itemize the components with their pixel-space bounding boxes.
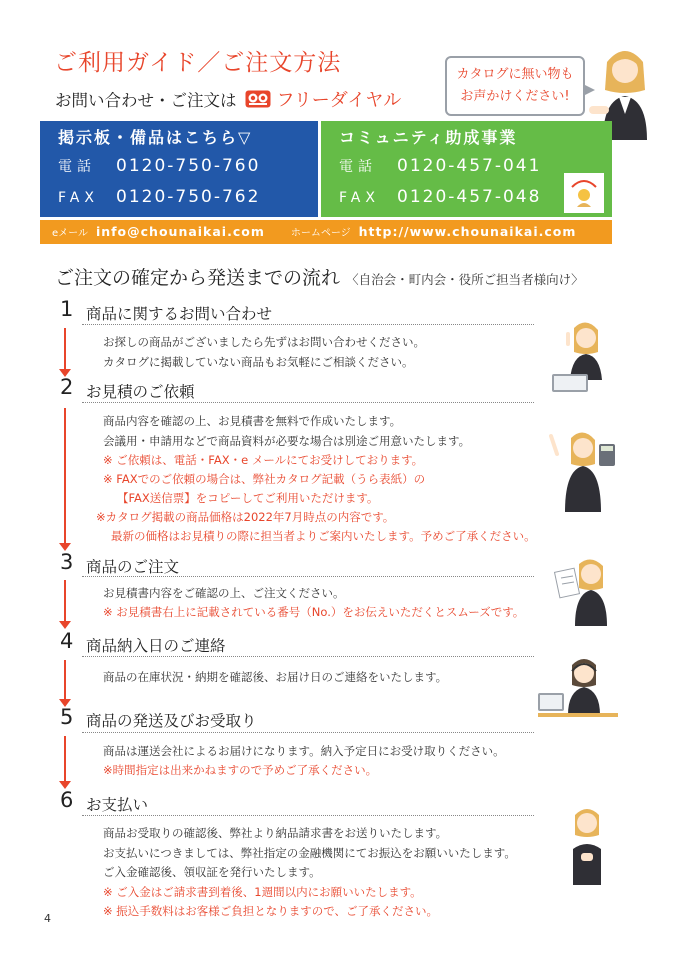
goods-fax: 0120-750-762 [116,187,261,207]
step-note: ※ お見積書右上に記載されている番号（No.）をお伝えいただくとスムーズです。 [103,605,525,619]
goods-tel-row [58,151,318,182]
page-title: ご利用ガイド／ご注文方法 [54,50,342,76]
community-heading: コミュニティ助成事業 [339,128,518,147]
step-text: 商品お受取りの確認後、弊社より納品請求書をお送りいたします。 [103,826,448,840]
subtitle-text: お問い合わせ・ご注文は [55,91,237,110]
goods-heading: 掲示板・備品はこちら▽ [58,128,253,147]
step-note: ※カタログ掲載の商品価格は2022年7月時点の内容です。 [96,510,395,524]
community-tel[interactable]: 0120-457-041 [397,156,542,176]
community-tel-label: 電話 [339,159,377,175]
flow-title: ご注文の確定から発送までの流れ [55,267,341,289]
step-title: 商品のご注文 [86,558,180,576]
step-text: カタログに掲載していない商品もお気軽にご相談ください。 [103,355,414,369]
step-text: 商品内容を確認の上、お見積書を無料で作成いたします。 [103,414,402,428]
step-number: 2 [60,375,74,399]
step-title: 商品納入日のご連絡 [86,637,226,655]
free-dial-label: フリーダイヤル [276,90,402,111]
step-number: 1 [60,297,74,321]
step-divider [82,402,534,403]
flow-arrow [64,736,66,782]
email-link[interactable]: info@chounaikai.com [95,224,265,239]
flow-arrow [64,328,66,370]
flow-arrow [64,660,66,700]
web-label: ホームページ [290,228,351,239]
staff-headset-illustration [538,655,618,721]
step-text: ご入金確認後、領収証を発行いたします。 [103,865,321,879]
flow-arrow [64,580,66,622]
step-number: 3 [60,550,74,574]
web-contact-bar [40,220,612,244]
step-divider [82,324,534,325]
staff-calculator-illustration [543,428,619,512]
staff-bowing-illustration [565,805,611,885]
step-title: お支払い [86,796,149,814]
community-fax-label: FAX [339,190,380,206]
step-text: 会議用・申請用などで商品資料が必要な場合は別途ご用意いたします。 [103,434,471,448]
step-note: ※時間指定は出来かねますので予めご了承ください。 [103,763,378,777]
step-divider [82,576,534,577]
step-text: お探しの商品がございましたら先ずはお問い合わせください。 [103,335,425,349]
step-note: ※ ご依頼は、電話・FAX・e メールにてお受けしております。 [103,453,424,467]
step-number: 6 [60,788,74,812]
contact-subtitle [55,86,401,112]
email-label: eメール [52,228,88,239]
step-title: 商品に関するお問い合わせ [86,305,273,323]
goods-tel[interactable]: 0120-750-760 [116,156,261,176]
staff-laptop-illustration [552,318,618,392]
step-number: 4 [60,629,74,653]
step-divider [82,656,534,657]
goods-fax-row [58,182,318,213]
step-note: 最新の価格はお見積りの際に担当者よりご案内いたします。予めご了承ください。 [111,529,536,543]
step-title: 商品の発送及びお受取り [86,712,257,730]
bubble-line-1: カタログに無い物も [456,67,574,82]
step-note: ※ ご入金はご請求書到着後、1週間以内にお願いいたします。 [103,885,422,899]
step-text: 商品は運送会社によるお届けになります。納入予定日にお受け取りください。 [103,744,505,758]
free-dial-icon [245,90,271,108]
goods-tel-label: 電話 [58,159,96,175]
step-text: 商品の在庫状況・納期を確認後、お届け日のご連絡をいたします。 [103,670,448,684]
staff-document-illustration [553,556,619,626]
step-divider [82,732,534,733]
contact-box-community [321,121,612,217]
step-text: お支払いにつきましては、弊社指定の金融機関にてお振込をお願いいたします。 [103,846,516,860]
community-logo-icon [564,173,604,213]
step-divider [82,815,534,816]
speech-bubble [445,56,585,116]
step-number: 5 [60,705,74,729]
flow-note: 〈自治会・町内会・役所ご担当者様向け〉 [346,272,584,287]
flow-heading [55,263,584,290]
step-note: 【FAX送信票】をコピーしてご利用いただけます。 [117,491,379,505]
flow-arrow [64,408,66,544]
step-note: ※ 振込手数料はお客様ご負担となりますので、ご了承ください。 [103,904,439,918]
web-link[interactable]: http://www.chounaikai.com [358,224,577,239]
page-number: 4 [44,912,51,925]
contact-box-goods [40,121,318,217]
step-note: ※ FAXでのご依頼の場合は、弊社カタログ記載（うら表紙）の [103,472,426,486]
bubble-line-2: お声かけください! [460,89,570,104]
community-fax: 0120-457-048 [397,187,542,207]
step-text: お見積書内容をご確認の上、ご注文ください。 [103,586,345,600]
goods-fax-label: FAX [58,190,99,206]
step-title: お見積のご依頼 [86,383,195,401]
